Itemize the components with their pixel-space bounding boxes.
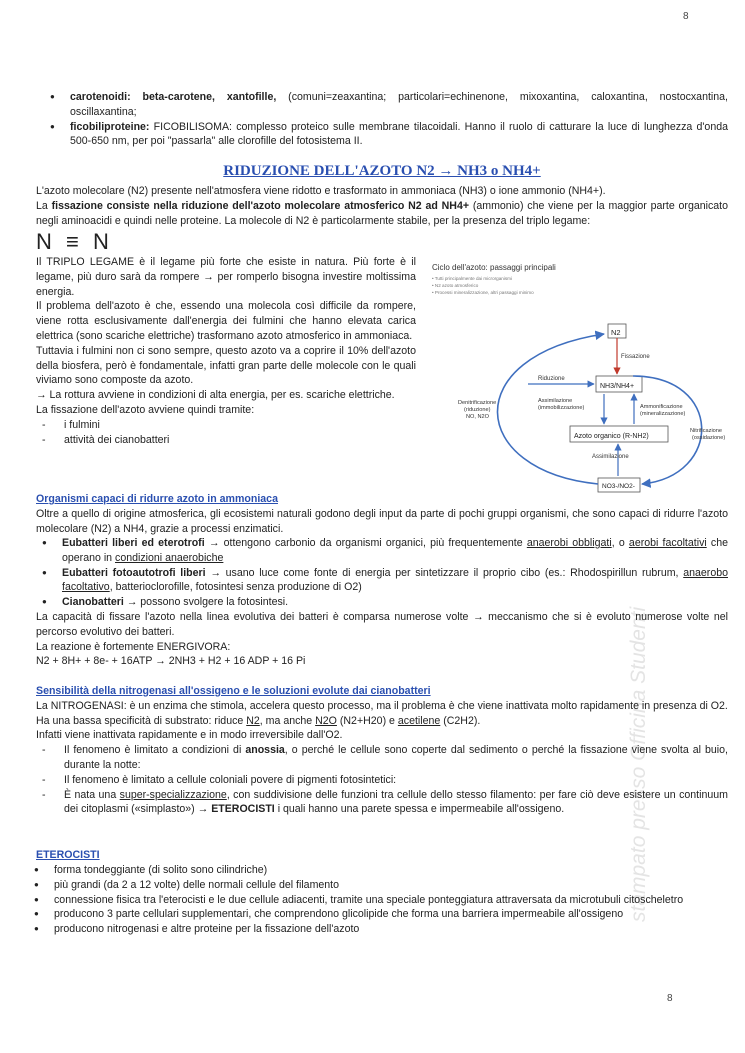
svg-text:NO3-/NO2-: NO3-/NO2- <box>602 483 635 490</box>
paragraph: Il problema dell'azoto è che, essendo una molecola così difficile da rompere, viene rotta esclusivamente dall'energia dei fulmini che hanno elevata carica elettrica (sono scariche elettriche) trasformano azoto atmosferico in ammoniaca. <box>36 300 416 342</box>
paragraph: La reazione è fortemente ENERGIVORA: <box>36 640 231 653</box>
page-number-bottom: 8 <box>667 993 673 1004</box>
intro-paragraph: L'azoto molecolare (N2) presente nell'atmosfera viene ridotto e trasformato in ammoniaca (NH3) o ione ammonio (NH4+). <box>36 185 606 197</box>
paragraph: La NITROGENASI: è un enzima che stimola, accelera questo processo, ma il problema è che viene inattivata molto rapidamente in presenza di O2. <box>36 699 728 712</box>
section-heading: ETEROCISTI <box>36 849 100 861</box>
svg-text:Denitrificazione: Denitrificazione <box>458 400 497 406</box>
svg-text:• Tutti principalmente dai mic: • Tutti principalmente dai microrganismi <box>432 276 512 281</box>
list-item: ● carotenoidi: beta-carotene, xantofille, (comuni=zeaxantina; particolari=echinenone, mixoxantina, caloxantina, nostocxantina, oscillaxantina; <box>36 90 728 120</box>
list-item: - Il fenomeno è limitato a condizioni di anossia, o perché le cellule sono coperte dal sedimento o perché la fissazione viene svolta al buio, durante la notte: <box>36 743 728 773</box>
list-item: ● connessione fisica tra l'eterocisti e le due cellule adiacenti, tramite una speciale ponteggiatura attraversata da microtubuli citoscheletro <box>28 893 728 908</box>
svg-text:Azoto organico (R-NH2): Azoto organico (R-NH2) <box>574 433 649 440</box>
page-number-top: 8 <box>683 11 689 22</box>
section-heading: Sensibilità della nitrogenasi all'ossigeno e le soluzioni evolute dai cianobatteri <box>36 685 431 697</box>
organisms-section <box>36 492 728 536</box>
paragraph: → La rottura avviene in condizioni di alta energia, per es. scariche elettriche. <box>36 389 395 402</box>
svg-text:Fissazione: Fissazione <box>621 354 650 360</box>
organisms-notes <box>36 610 728 669</box>
svg-text:• Processi mineralizzazione, a: • Processi mineralizzazione, altri passaggi minimo <box>432 290 534 295</box>
list-item: ● producono 3 parte cellulari supplementari, che comprendono glicolipide che forma una barriera impermeabile all'ossigeno <box>28 907 728 922</box>
diagram-caption: Ciclo dell'azoto: passaggi principali <box>432 263 556 272</box>
section-heading: Organismi capaci di ridurre azoto in ammoniaca <box>36 493 278 505</box>
svg-text:(immobilizzazione): (immobilizzazione) <box>538 405 585 411</box>
paragraph: Tuttavia i fulmini non ci sono sempre, questo azoto va a coprire il 10% dell'azoto della biosfera, però è fondamentale, infatti gran parte delle molecole con le quali viviamo sono composte da azoto. <box>36 344 416 387</box>
list-item: - È nata una super-specializzazione, con suddivisione delle funzioni tra cellule dello stesso filamento: per fare ciò deve esistere un continuum dei citoplasmi («simplasto») → ETEROCISTI i quali hanno una parete spessa e impermeabile all'ossigeno. <box>36 788 728 818</box>
list-item: ● Cianobatteri → possono svolgere la fotosintesi. <box>36 595 728 610</box>
organisms-list <box>36 536 728 610</box>
paragraph: Infatti viene inattivata rapidamente e in modo irreversibile dall'O2. <box>36 729 343 742</box>
svg-text:NO, N2O: NO, N2O <box>466 414 490 420</box>
list-item: ● più grandi (da 2 a 12 volte) delle normali cellule del filamento <box>28 878 728 893</box>
paragraph: Ha una bassa specificità di substrato: riduce N2, ma anche N2O (N2+H20) e acetilene (C2H2). <box>36 714 481 727</box>
nitrogenase-section <box>36 684 728 817</box>
reaction-equation: N2 + 8H+ + 8e- + 16ATP → 2NH3 + H2 + 16 ADP + 16 Pi <box>36 655 306 668</box>
list-item: ● ficobiliproteine: FICOBILISOMA: complesso proteico sulle membrane tilacoidali. Hanno il ruolo di catturare la luce di lunghezza d'onda 500-650 nm, per poi "passarla" alle clorofille del fotosistema II. <box>36 120 728 150</box>
svg-text:Assimilazione: Assimilazione <box>538 398 573 404</box>
paragraph: Oltre a quello di origine atmosferica, gli ecosistemi naturali godono degli input da parte di pochi gruppi organismi, che sono capaci di ridurre l'azoto molecolare (N2) a NH4, grazie a processi enzimatici. <box>36 507 728 535</box>
fixation-list <box>36 418 416 448</box>
section-title: RIDUZIONE DELL'AZOTO N2 → NH3 o NH4+ <box>223 163 541 179</box>
watermark: stampato presso Officina Studenti <box>627 606 650 922</box>
svg-text:(ossidazione): (ossidazione) <box>692 435 726 441</box>
svg-text:Riduzione: Riduzione <box>538 376 565 382</box>
svg-text:• N2 azoto atmosferico: • N2 azoto atmosferico <box>432 283 479 288</box>
svg-text:N2: N2 <box>611 328 621 337</box>
svg-text:(mineralizzazione): (mineralizzazione) <box>640 411 686 417</box>
nitrogenase-list <box>36 743 728 817</box>
list-item: - Il fenomeno è limitato a cellule coloniali povere di pigmenti fotosintetici: <box>36 773 728 788</box>
list-item: ● Eubatteri liberi ed eterotrofi → ottengono carbonio da organismi organici, più frequentemente anaerobi obbligati, o aerobi facoltativi che operano in condizioni anaerobiche <box>36 536 728 566</box>
list-item: - attività dei cianobatteri <box>36 433 416 448</box>
pigment-list <box>36 90 728 149</box>
intro <box>36 184 728 228</box>
triple-bond-formula: N ≡ N <box>36 229 113 254</box>
svg-text:Nitrificazione: Nitrificazione <box>690 428 723 434</box>
heterocysts-list <box>28 863 728 937</box>
paragraph: La capacità di fissare l'azoto nella linea evolutiva dei batteri è comparsa numerose volte → meccanismo che si è evoluto numerose volte nel percorso evolutivo dei batteri. <box>36 611 728 638</box>
list-item: ● Eubatteri fotoautotrofi liberi → usano luce come fonte di energia per sintetizzare il proprio cibo (es.: Rhodospirillun rubrum, anaerobo facoltativo, batterioclorofille, fotosintesi senza produzione di O2) <box>36 566 728 596</box>
intro-paragraph: La fissazione consiste nella riduzione dell'azoto molecolare atmosferico N2 ad NH4+ (ammonio) che viene per la maggior parte organicato negli aminoacidi e quindi nelle proteine. La molecole di N2 è particolarmente stabile, per la presenza del triplo legame: <box>36 199 728 227</box>
list-item: - i fulmini <box>36 418 416 433</box>
paragraph: La fissazione dell'azoto avviene quindi tramite: <box>36 403 255 416</box>
nitrogen-cycle-diagram <box>428 256 732 494</box>
svg-text:Assimilazione: Assimilazione <box>592 454 629 460</box>
list-item: ● forma tondeggiante (di solito sono cilindriche) <box>28 863 728 878</box>
svg-text:NH3/NH4+: NH3/NH4+ <box>600 383 635 390</box>
svg-text:(riduzione): (riduzione) <box>464 407 491 413</box>
paragraph: Il TRIPLO LEGAME è il legame più forte che esiste in natura. Più forte è il legame, più duro sarà da rompere → per romperlo bisogna investire moltissima energia. <box>36 256 416 298</box>
svg-text:Ammonificazione: Ammonificazione <box>640 404 683 410</box>
list-item: ● producono nitrogenasi e altre proteine per la fissazione dell'azoto <box>28 922 728 937</box>
left-column <box>36 255 416 447</box>
